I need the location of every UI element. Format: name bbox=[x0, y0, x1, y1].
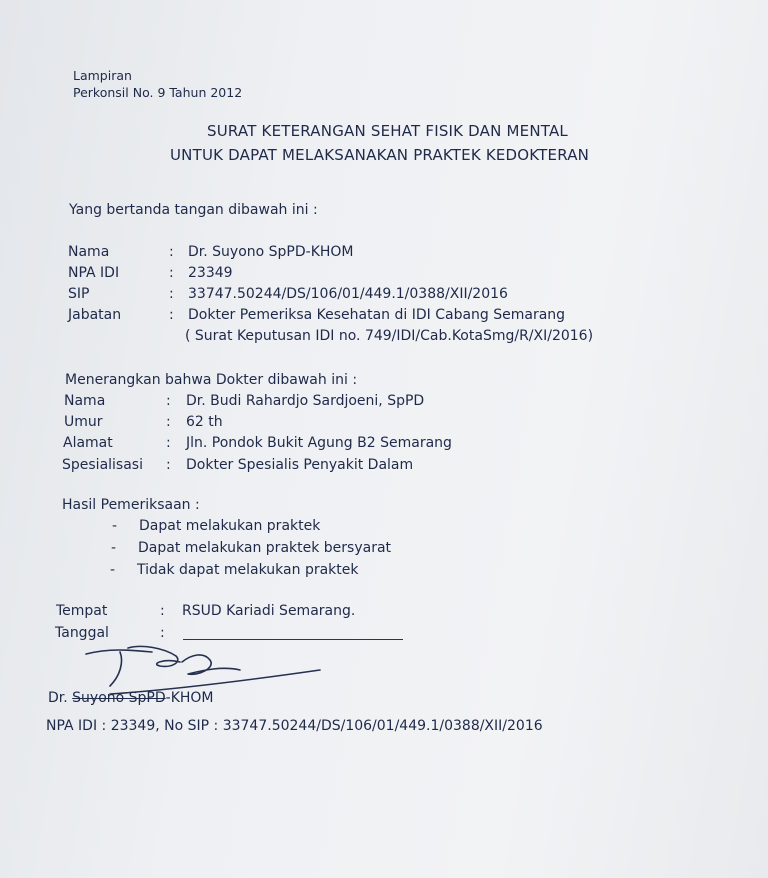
colon: : bbox=[166, 457, 171, 473]
footer-npa-sip-line: NPA IDI : 23349, No SIP : 33747.50244/DS/106/01/449.1/0388/XII/2016 bbox=[46, 718, 543, 734]
hasil-item-text: Dapat melakukan praktek bbox=[139, 518, 321, 534]
signer-jabatan-row bbox=[68, 306, 628, 324]
subject-umur-value: 62 th bbox=[186, 414, 223, 430]
hasil-item-text: Dapat melakukan praktek bersyarat bbox=[138, 540, 392, 556]
colon: : bbox=[166, 393, 171, 409]
header-perkonsil: Perkonsil No. 9 Tahun 2012 bbox=[73, 85, 243, 100]
subject-intro: Menerangkan bahwa Dokter dibawah ini : bbox=[65, 372, 358, 388]
footer-doctor-name bbox=[48, 689, 214, 707]
signer-sip-row bbox=[68, 285, 628, 303]
colon: : bbox=[166, 435, 171, 451]
document-title-line1: SURAT KETERANGAN SEHAT FISIK DAN MENTAL bbox=[207, 122, 568, 140]
colon: : bbox=[166, 414, 171, 430]
subject-spesialisasi-row bbox=[62, 456, 562, 474]
signer-jabatan-label: Jabatan bbox=[68, 307, 122, 323]
tempat-row bbox=[56, 602, 456, 620]
subject-nama-label: Nama bbox=[64, 393, 106, 409]
header-lampiran: Lampiran bbox=[73, 68, 132, 83]
footer-name-prefix: Dr. bbox=[48, 690, 73, 706]
signer-jabatan-value: Dokter Pemeriksa Kesehatan di IDI Cabang Semarang bbox=[188, 307, 566, 323]
subject-alamat-value: Jln. Pondok Bukit Agung B2 Semarang bbox=[186, 435, 452, 451]
tempat-value: RSUD Kariadi Semarang. bbox=[182, 603, 356, 619]
subject-nama-value: Dr. Budi Rahardjo Sardjoeni, SpPD bbox=[186, 393, 425, 409]
colon: : bbox=[160, 625, 165, 641]
hasil-item bbox=[112, 518, 432, 536]
hasil-item bbox=[110, 562, 430, 580]
subject-umur-label: Umur bbox=[64, 414, 103, 430]
colon: : bbox=[169, 286, 174, 302]
signer-npa-row bbox=[68, 264, 588, 282]
subject-nama-row bbox=[64, 392, 564, 410]
signer-nama-value: Dr. Suyono SpPD-KHOM bbox=[188, 244, 354, 260]
signer-jabatan-sk: ( Surat Keputusan IDI no. 749/IDI/Cab.KotaSmg/R/XI/2016) bbox=[185, 328, 594, 344]
colon: : bbox=[169, 244, 174, 260]
dash: - bbox=[111, 540, 117, 556]
intro-text: Yang bertanda tangan dibawah ini : bbox=[69, 202, 318, 218]
signer-sip-label: SIP bbox=[68, 286, 90, 302]
subject-alamat-row bbox=[63, 434, 563, 452]
hasil-label: Hasil Pemeriksaan : bbox=[62, 497, 200, 513]
tanggal-label: Tanggal bbox=[55, 625, 109, 641]
subject-umur-row bbox=[64, 413, 564, 431]
subject-spesialisasi-value: Dokter Spesialis Penyakit Dalam bbox=[186, 457, 414, 473]
signer-npa-value: 23349 bbox=[188, 265, 233, 281]
colon: : bbox=[160, 603, 165, 619]
dash: - bbox=[110, 562, 116, 578]
footer-name-struck: Suyono SpPD bbox=[72, 690, 166, 706]
hasil-item-text: Tidak dapat melakukan praktek bbox=[137, 562, 359, 578]
hasil-item bbox=[111, 540, 431, 558]
signer-npa-label: NPA IDI bbox=[68, 265, 120, 281]
dash: - bbox=[112, 518, 118, 534]
footer-name-suffix: -KHOM bbox=[165, 690, 214, 706]
colon: : bbox=[169, 265, 174, 281]
document-title-line2: UNTUK DAPAT MELAKSANAKAN PRAKTEK KEDOKTERAN bbox=[170, 146, 590, 164]
signer-sip-value: 33747.50244/DS/106/01/449.1/0388/XII/2016 bbox=[188, 286, 508, 302]
subject-spesialisasi-label: Spesialisasi bbox=[62, 457, 143, 473]
colon: : bbox=[169, 307, 174, 323]
signer-nama-label: Nama bbox=[68, 244, 110, 260]
subject-alamat-label: Alamat bbox=[63, 435, 113, 451]
signer-nama-row bbox=[68, 243, 588, 261]
tempat-label: Tempat bbox=[56, 603, 108, 619]
